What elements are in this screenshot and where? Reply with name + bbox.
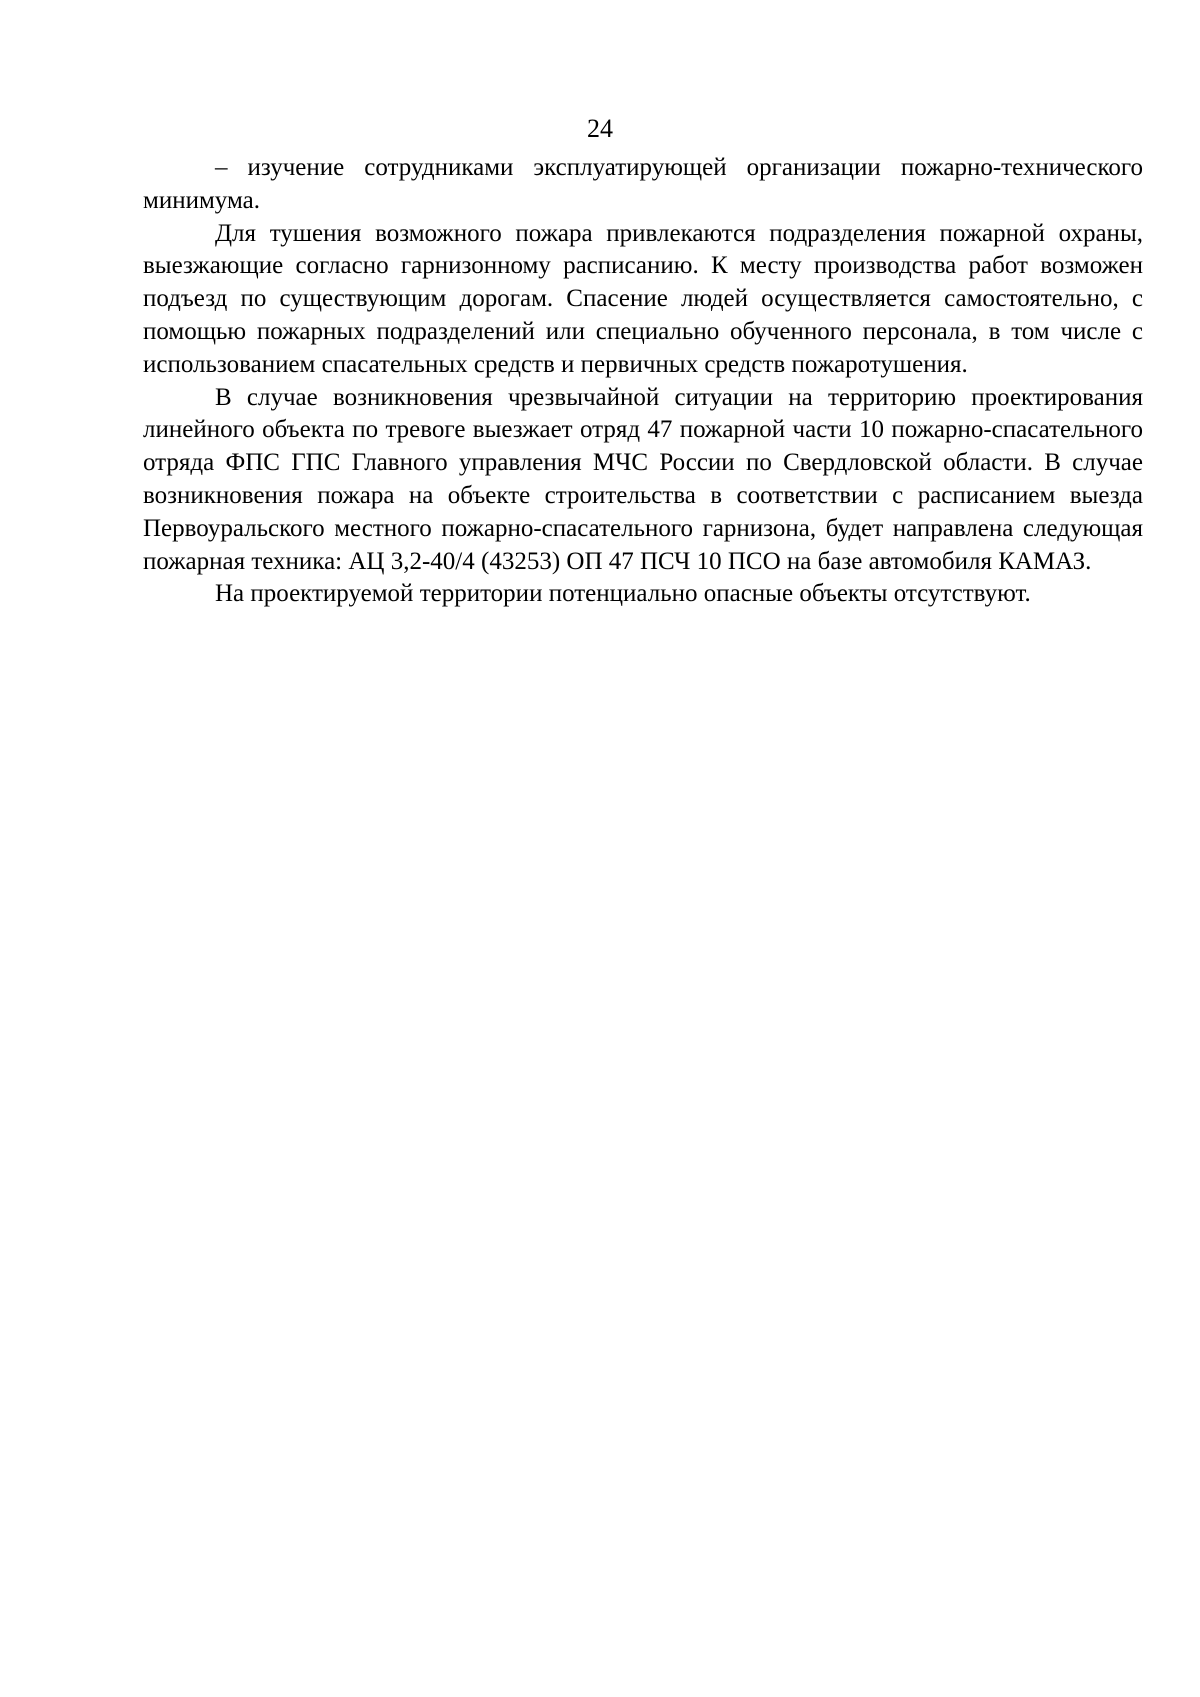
paragraph-fire-extinguishing: Для тушения возможного пожара привлекаются подразделения пожарной охраны, выезжающие согласно гарнизонному расписанию. К месту производства работ возможен подъезд по существующим дорогам. Спасение людей осуществляется самостоятельно, с помощью пожарных подразделений или специально обученного персонала, в том числе с использованием спасательных средств и первичных средств пожаротушения.: [143, 219, 1143, 378]
document-body: [143, 152, 1143, 611]
paragraph-emergency-response: В случае возникновения чрезвычайной ситуации на территорию проектирования линейного объекта по тревоге выезжает отряд 47 пожарной части 10 пожарно-спасательного отряда ФПС ГПС Главного управления МЧС России по Свердловской области. В случае возникновения пожара на объекте строительства в соответствии с расписанием выезда Первоуральского местного пожарно-спасательного гарнизона, будет направлена следующая пожарная техника: АЦ 3,2-40/4 (43253) ОП 47 ПСЧ 10 ПСО на базе автомобиля КАМАЗ.: [143, 383, 1143, 575]
paragraph-training: – изучение сотрудниками эксплуатирующей организации пожарно-технического минимума.: [143, 154, 1143, 214]
paragraph-hazardous-objects: На проектируемой территории потенциально опасные объекты отсутствуют.: [215, 580, 1031, 608]
page-number: 24: [587, 114, 613, 143]
